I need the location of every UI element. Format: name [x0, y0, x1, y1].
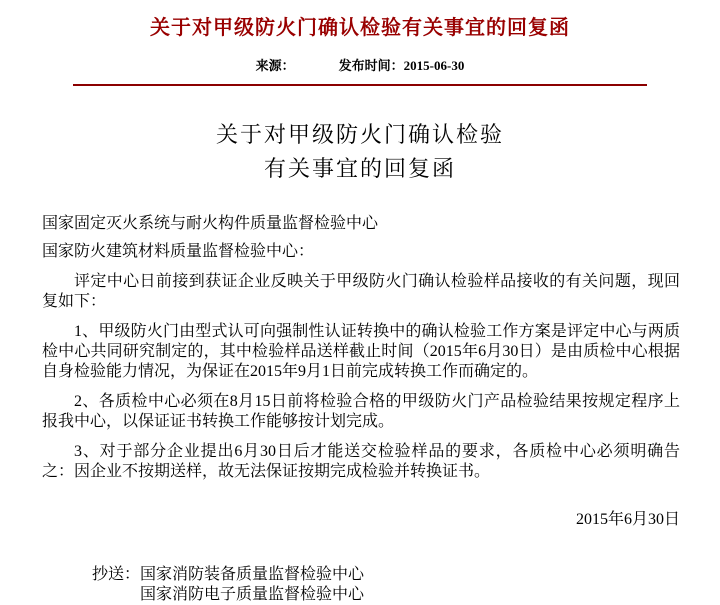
paragraph-item-3: 3、对于部分企业提出6月30日后才能送交检验样品的要求，各质检中心必须明确告之：因企业不按期送样，故无法保证按期完成检验并转换证书。 [42, 443, 680, 480]
document-body [0, 214, 720, 605]
paragraph-intro: 评定中心日前接到获证企业反映关于甲级防火门确认检验样品接收的有关问题，现回复如下： [42, 273, 680, 310]
article-meta [0, 55, 720, 74]
document-title-line1: 关于对甲级防火门确认检验 [215, 122, 504, 147]
paragraph-item-1: 1、甲级防火门由型式认可向强制性认证转换中的确认检验工作方案是评定中心与两质检中心共同研究制定的，其中检验样品送样截止时间（2015年6月30日）是由质检中心根据自身检验能力情况，为保证在2015年9月1日前完成转换工作而确定的。 [42, 323, 680, 380]
publish-time [339, 55, 465, 74]
document-date: 2015年6月30日 [575, 511, 680, 528]
cc-recipient-1: 国家消防装备质量监督检验中心 [140, 566, 365, 583]
document-title-line2: 有关事宜的回复函 [263, 156, 456, 181]
paragraph-item-2: 2、各质检中心必须在8月15日前将检验合格的甲级防火门产品检验结果按规定程序上报我中心，以保证证书转换工作能够按计划完成。 [42, 393, 680, 430]
source-label-text: 来源： [255, 58, 295, 73]
cc-line-1 [92, 565, 680, 585]
recipient-line-2: 国家防火建筑材料质量监督检验中心： [42, 243, 315, 260]
header-divider [73, 84, 647, 86]
cc-line-2: 国家消防电子质量监督检验中心 [140, 586, 365, 603]
publish-time-label: 发布时间： [338, 58, 404, 73]
cc-label: 抄送： [92, 566, 141, 583]
cc-block [42, 565, 680, 605]
document-title [0, 118, 720, 186]
recipient-line-1: 国家固定灭火系统与耐火构件质量监督检验中心 [42, 215, 379, 232]
page-title: 关于对甲级防火门确认检验有关事宜的回复函 [150, 17, 570, 39]
source-label [256, 55, 295, 74]
publish-time-value: 2015-06-30 [403, 58, 465, 73]
